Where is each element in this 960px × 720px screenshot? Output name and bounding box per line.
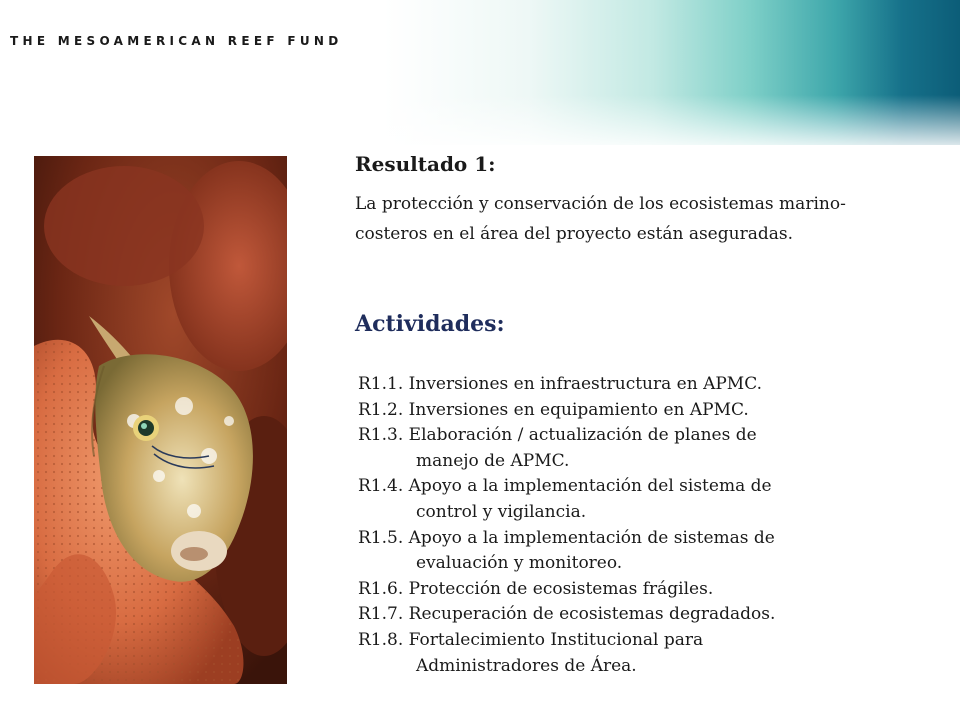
activity-code: R1.8. (358, 629, 404, 650)
result-description: La protección y conservación de los ecosistemas marino-costeros en el área del proyecto están aseguradas. (355, 194, 846, 244)
activity-code: R1.5. (358, 527, 404, 548)
activity-code: R1.3. (358, 425, 404, 446)
activity-item (358, 372, 928, 398)
activity-item (358, 398, 928, 424)
activity-item (358, 423, 928, 474)
activity-text: Protección de ecosistemas frágiles. (408, 578, 714, 599)
activity-item (358, 577, 928, 603)
activity-item (358, 474, 928, 525)
activity-code: R1.7. (358, 604, 404, 625)
activity-item (358, 628, 928, 679)
fish-coral-photo (34, 156, 287, 684)
fish-illustration (34, 156, 287, 684)
activity-code: R1.4. (358, 476, 404, 497)
activity-code: R1.6. (358, 578, 404, 599)
activity-code: R1.1. (358, 374, 404, 394)
activity-text: Elaboración / actualización de planes de (408, 425, 757, 446)
brand-wordmark: THE MESOAMERICAN REEF FUND (10, 34, 343, 48)
header-gradient-band (0, 0, 960, 145)
activity-text-continued: manejo de APMC. (416, 450, 570, 471)
result-title: Resultado 1: (355, 152, 496, 176)
activity-text: Recuperación de ecosistemas degradados. (408, 604, 776, 625)
activity-item (358, 602, 928, 628)
activity-text: Apoyo a la implementación de sistemas de (408, 527, 775, 548)
activity-text-continued: evaluación y monitoreo. (416, 553, 623, 574)
activities-title: Actividades: (355, 311, 505, 337)
activities-list (358, 372, 928, 679)
activity-text: Apoyo a la implementación del sistema de (408, 476, 772, 497)
activity-code: R1.2. (358, 399, 404, 420)
activity-text-continued: control y vigilancia. (416, 501, 587, 522)
activity-item (358, 526, 928, 577)
activity-text: Inversiones en infraestructura en APMC. (408, 374, 762, 394)
activity-text-continued: Administradores de Área. (416, 655, 637, 676)
activity-text: Inversiones en equipamiento en APMC. (408, 399, 749, 420)
activity-text: Fortalecimiento Institucional para (408, 629, 704, 650)
